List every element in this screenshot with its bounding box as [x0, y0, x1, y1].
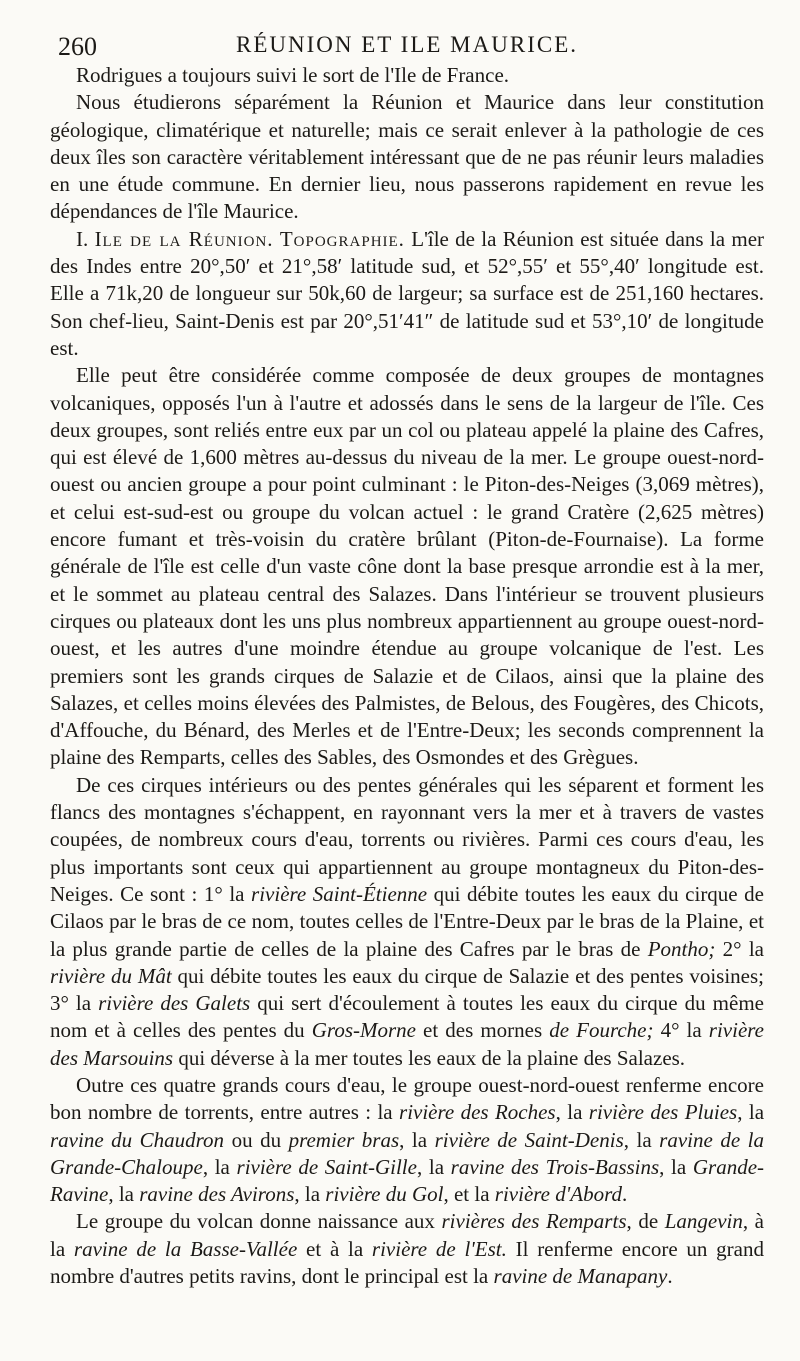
river-name: rivière des Marsouins [50, 1018, 764, 1070]
river-name: rivière d'Abord [494, 1182, 622, 1207]
text-run: , la [623, 1127, 660, 1152]
river-name: Grande-Ravine [50, 1154, 765, 1207]
text-run: , la [108, 1182, 140, 1207]
text-run: Le groupe du volcan donne naissance aux [76, 1209, 442, 1234]
river-name: rivière du Gol [325, 1182, 444, 1207]
paragraph-topographie [50, 226, 764, 362]
text-run: . [667, 1264, 673, 1289]
place-name: Gros-Morne [311, 1018, 416, 1043]
paragraph-rodrigues: Rodrigues a toujours suivi le sort de l'Ile de France. [76, 63, 510, 87]
paragraph-text: L'île de la Réunion est située dans la mer des Indes entre 20°,50′ et 21°,58′ latitude sud, et 52°,55′ et 55°,40′ longitude est. Elle a 71k,20 de longueur sur 50k,60 de largeur; sa surface est de 251,160 hectares. Son chef-lieu, Saint-Denis est par 20°,51′41″ de latitude sud et 53°,10′ de longitude est. [50, 226, 765, 360]
river-name: ravine de Manapany [493, 1264, 668, 1289]
paragraph-introduction: Nous étudierons séparément la Réunion et Maurice dans leur constitution géologique, climatérique et naturelle; mais ce serait enlever à la pathologie de ces deux îles son caractère véritablement intéressant que de ne pas réunir leurs maladies en une étude commune. En dernier lieu, nous passerons rapidement en revue les dépendances de l'île Maurice. [50, 90, 764, 224]
river-name: rivières des Remparts [441, 1209, 627, 1234]
river-name: premier bras [288, 1127, 400, 1152]
text-run: , la [399, 1127, 435, 1152]
text-run: 4° la [653, 1018, 709, 1043]
river-name: ravine de la Grande-Chaloupe [50, 1127, 764, 1179]
river-name: rivière du Mât [50, 963, 172, 988]
river-name: rivière de l'Est. [371, 1236, 507, 1261]
paragraph-relief: Elle peut être considérée comme composée de deux groupes de montagnes volcaniques, opposés l'un à l'autre et adossés dans le sens de la largeur de l'île. Ces deux groupes, sont reliés entre eux par un col ou plateau appelé la plaine des Cafres, qui est élevé de 1,600 mètres au-dessus du niveau de la mer. Le groupe ouest-nord-ouest ou ancien groupe a pour point culminant : le Piton-des-Neiges (3,069 mètres), et celui est-sud-est ou groupe du volcan actuel : le grand Cratère (2,625 mètres) encore fumant et très-voisin du cratère brûlant (Piton-de-Fournaise). La forme générale de l'île est celle d'un vaste cône dont la base presque arrondie est à la mer, et le sommet au plateau central des Salazes. Dans l'intérieur se trouvent plusieurs cirques ou plateaux dont les uns plus nombreux appartiennent au groupe ouest-nord-ouest, et les autres d'une moindre étendue au groupe volcanique de l'est. Les premiers sont les grands cirques de Salazie et de Cilaos, ainsi que la plaine des Salazes, et celles moins élevées des Palmistes, de Belous, des Fougères, des Chicots, d'Affouche, du Bénard, des Merles et de l'Entre-Deux; les seconds comprennent la plaine des Remparts, celles des Sables, des Osmondes et des Grègues. [50, 363, 764, 770]
text-run: , la [737, 1100, 765, 1125]
river-name: ravine des Avirons [139, 1182, 295, 1207]
text-run: , et la [443, 1182, 495, 1207]
paragraph-rivers [50, 772, 764, 1072]
text-run: , la [202, 1154, 237, 1179]
river-name: rivière des Pluies [588, 1100, 738, 1125]
river-name: rivière de Saint-Gille [236, 1154, 417, 1179]
running-head [50, 22, 764, 62]
text-run: Il renferme encore un grand nombre d'autres petits ravins, dont le principal est la [50, 1236, 764, 1289]
paragraph-volcan [50, 1208, 764, 1290]
river-name: ravine de la Basse-Vallée [73, 1236, 298, 1261]
paragraph-torrents [50, 1072, 764, 1208]
text-run: et à la [297, 1236, 372, 1261]
text-run: 2° la [715, 936, 764, 961]
place-name: Pontho; [647, 936, 716, 961]
running-title: RÉUNION ET ILE MAURICE. [236, 32, 578, 57]
text-run: qui déverse à la mer toutes les eaux de la plaine des Salazes. [173, 1045, 686, 1070]
text-run: , la [294, 1182, 326, 1207]
river-name: ravine du Chaudron [50, 1127, 225, 1152]
river-name: rivière des Galets [98, 991, 251, 1016]
text-run: , à la [50, 1209, 764, 1261]
river-name: Langevin [664, 1209, 743, 1234]
page-number: 260 [58, 32, 97, 61]
text-run: De ces cirques intérieurs ou des pentes générales qui les séparent et forment les flancs des montagnes s'échappent, en rayonnant vers la mer et à travers de vastes coupées, de nombreux cours d'eau, torrents ou rivières. Parmi ces cours d'eau, les plus importants sont ceux qui appartiennent au groupe montagneux du Piton-des-Neiges. Ce sont : 1° la [50, 772, 764, 906]
river-name: rivière des Roches [399, 1100, 556, 1125]
section-number: I. [76, 226, 89, 251]
river-name: rivière de Saint-Denis [434, 1127, 624, 1152]
text-run: ou du [224, 1127, 289, 1152]
text-run: , la [555, 1100, 589, 1125]
place-name: de Fourche; [549, 1018, 654, 1043]
text-run: , la [416, 1154, 451, 1179]
text-run: , de [626, 1209, 665, 1234]
body-text [50, 62, 764, 1290]
text-run: . [621, 1182, 628, 1207]
text-run: qui débite toutes les eaux du cirque de Cilaos par le bras de ce nom, toutes celles de l'Entre-Deux par le bras de la Plaine, et la plus grande partie de celles de la plaine des Cafres par le bras de [50, 881, 764, 961]
text-run: Outre ces quatre grands cours d'eau, le groupe ouest-nord-ouest renferme encore bon nombre de torrents, entre autres : la [50, 1072, 764, 1125]
text-run: et des mornes [415, 1018, 550, 1043]
section-title: Ile de la Réunion. [94, 226, 274, 251]
river-name: ravine des Trois-Bassins [450, 1154, 660, 1179]
river-name: rivière Saint-Étienne [251, 881, 428, 906]
section-topic: Topographie. [279, 226, 405, 251]
text-run: qui sert d'écoulement à toutes les eaux du cirque du même nom et à celles des pentes du [50, 991, 764, 1043]
text-run: qui débite toutes les eaux du cirque de Salazie et des pentes voisines; 3° la [50, 963, 764, 1016]
text-run: , la [659, 1154, 693, 1179]
